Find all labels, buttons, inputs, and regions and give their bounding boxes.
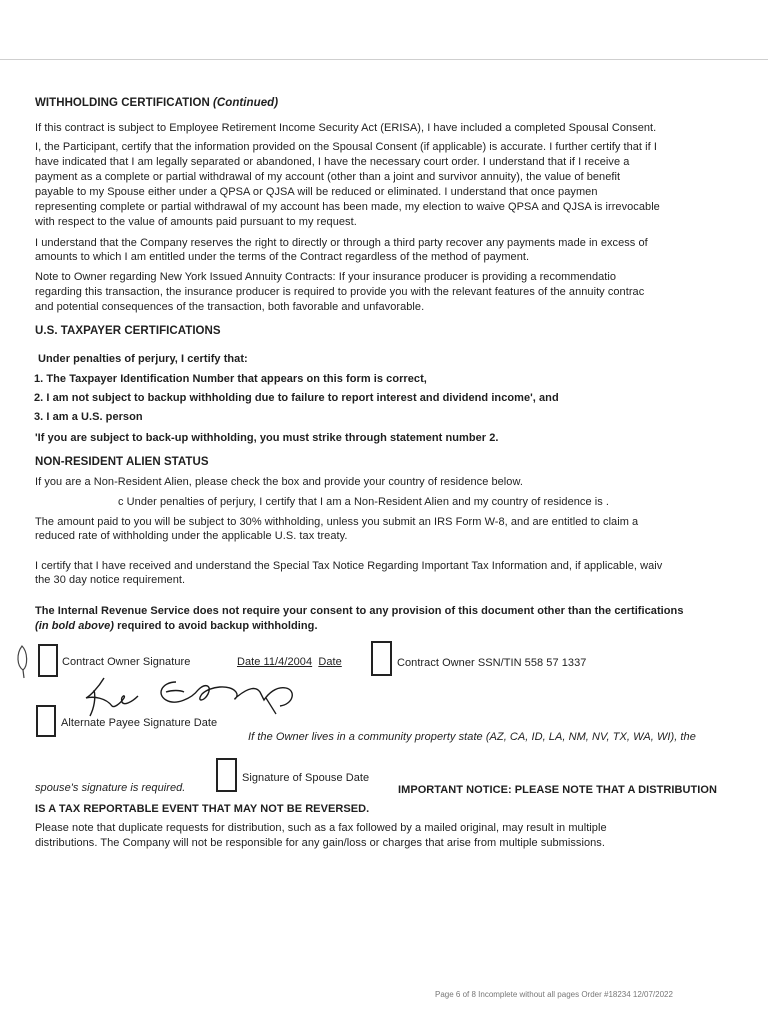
nonresident-instruction: If you are a Non-Resident Alien, please check the box and provide your country of residence below. bbox=[35, 476, 523, 488]
recovery-line-2: amounts to which I am entitled under the terms of the Contract regardless of the method of payment. bbox=[35, 251, 530, 263]
withholding-heading-text: WITHHOLDING CERTIFICATION bbox=[35, 97, 210, 109]
alternate-payee-label: Alternate Payee Signature Date bbox=[61, 717, 218, 729]
withholding-30-line-2: reduced rate of withholding under the applicable U.S. tax treaty. bbox=[35, 530, 348, 542]
spouse-required-note: spouse's signature is required. bbox=[35, 782, 186, 794]
owner-date bbox=[237, 655, 342, 669]
participant-line-4: payable to my Spouse either under a QPSA or QJSA will be reduced or eliminated. I understand that once paymen bbox=[35, 186, 598, 198]
ny-note-line-3: and potential consequences of the transaction, both favorable and unfavorable. bbox=[35, 301, 425, 313]
duplicate-note-line-2: distributions. The Company will not be responsible for any gain/loss or charges that arise from multiple submissions. bbox=[35, 837, 605, 849]
important-notice-line-1: IMPORTANT NOTICE: PLEASE NOTE THAT A DISTRIBUTION bbox=[398, 784, 717, 796]
participant-line-6: with respect to the value of amounts paid pursuant to my request. bbox=[35, 216, 357, 228]
special-notice-line-1: I certify that I have received and understand the Special Tax Notice Regarding Important Tax Information and, if applicable, waiv bbox=[35, 560, 663, 572]
scan-top-edge bbox=[0, 59, 768, 60]
owner-ssn-checkbox[interactable] bbox=[371, 641, 392, 676]
important-notice-line-2: IS A TAX REPORTABLE EVENT THAT MAY NOT BE REVERSED. bbox=[35, 803, 370, 815]
community-property-note: If the Owner lives in a community property state (AZ, CA, ID, LA, NM, NV, TX, WA, WI), the bbox=[248, 731, 696, 743]
owner-signature-checkbox[interactable] bbox=[38, 644, 58, 677]
recovery-line-1: I understand that the Company reserves the right to directly or through a third party recover any payments made in excess of bbox=[35, 237, 648, 249]
ny-note-line-1: Note to Owner regarding New York Issued Annuity Contracts: If your insurance producer is providing a recommendatio bbox=[35, 271, 617, 283]
participant-line-1: I, the Participant, certify that the information provided on the Spousal Consent (if applicable) is accurate. I further certify that if I bbox=[35, 141, 657, 153]
taxpayer-item-1: 1. The Taxpayer Identification Number that appears on this form is correct, bbox=[34, 373, 427, 385]
owner-signature-label: Contract Owner Signature bbox=[62, 656, 191, 668]
taxpayer-item-3: 3. I am a U.S. person bbox=[34, 411, 143, 423]
irs-statement-rest: required to avoid backup withholding. bbox=[113, 620, 318, 632]
ny-note-line-2: regarding this transaction, the insurance producer is required to provide you with the relevant features of the annuity contrac bbox=[35, 286, 645, 298]
nonresident-heading: NON-RESIDENT ALIEN STATUS bbox=[35, 456, 209, 468]
taxpayer-footnote: 'If you are subject to back-up withholding, you must strike through statement number 2. bbox=[35, 432, 499, 444]
participant-line-3: payment as a complete or partial withdrawal of my account (other than a joint and survivor annuity), the value of benefit bbox=[35, 171, 621, 183]
withholding-heading bbox=[35, 96, 278, 110]
participant-line-2: have indicated that I am legally separated or abandoned, I have the necessary court order. I understand that if I receive a bbox=[35, 156, 630, 168]
spouse-signature-label: Signature of Spouse Date bbox=[242, 772, 370, 784]
owner-date-suffix: Date bbox=[318, 656, 342, 668]
owner-date-value: Date 11/4/2004 bbox=[237, 656, 313, 668]
irs-bold-above: (in bold above) bbox=[35, 620, 114, 632]
irs-statement-line-1: The Internal Revenue Service does not require your consent to any provision of this document other than the certifications bbox=[35, 605, 684, 617]
alternate-payee-checkbox[interactable] bbox=[36, 705, 56, 737]
duplicate-note-line-1: Please note that duplicate requests for distribution, such as a fax followed by a mailed original, may result in multiple bbox=[35, 822, 607, 834]
handwritten-signature bbox=[80, 668, 330, 720]
nonresident-checkbox-line[interactable]: c Under penalties of perjury, I certify that I am a Non-Resident Alien and my country of residence is . bbox=[118, 496, 610, 508]
erisa-statement: If this contract is subject to Employee Retirement Income Security Act (ERISA), I have included a completed Spousal Consent. bbox=[35, 122, 657, 134]
page-footer: Page 6 of 8 Incomplete without all pages Order #18234 12/07/2022 bbox=[435, 990, 673, 999]
owner-ssn: Contract Owner SSN/TIN 558 57 1337 bbox=[397, 657, 587, 669]
withholding-heading-continued: (Continued) bbox=[213, 97, 279, 109]
taxpayer-intro: Under penalties of perjury, I certify that: bbox=[38, 353, 248, 365]
pen-mark-icon bbox=[14, 640, 40, 680]
participant-line-5: representing complete or partial withdrawal of my account has been made, my election to waive QPSA and QJSA is irrevocable bbox=[35, 201, 660, 213]
special-notice-line-2: the 30 day notice requirement. bbox=[35, 574, 186, 586]
taxpayer-item-2: 2. I am not subject to backup withholding due to failure to report interest and dividend income', and bbox=[34, 392, 559, 404]
spouse-signature-checkbox[interactable] bbox=[216, 758, 237, 792]
withholding-30-line-1: The amount paid to you will be subject to 30% withholding, unless you submit an IRS Form W-8, and are entitled to claim a bbox=[35, 516, 639, 528]
taxpayer-heading: U.S. TAXPAYER CERTIFICATIONS bbox=[35, 325, 221, 337]
irs-statement-line-2 bbox=[35, 619, 318, 633]
